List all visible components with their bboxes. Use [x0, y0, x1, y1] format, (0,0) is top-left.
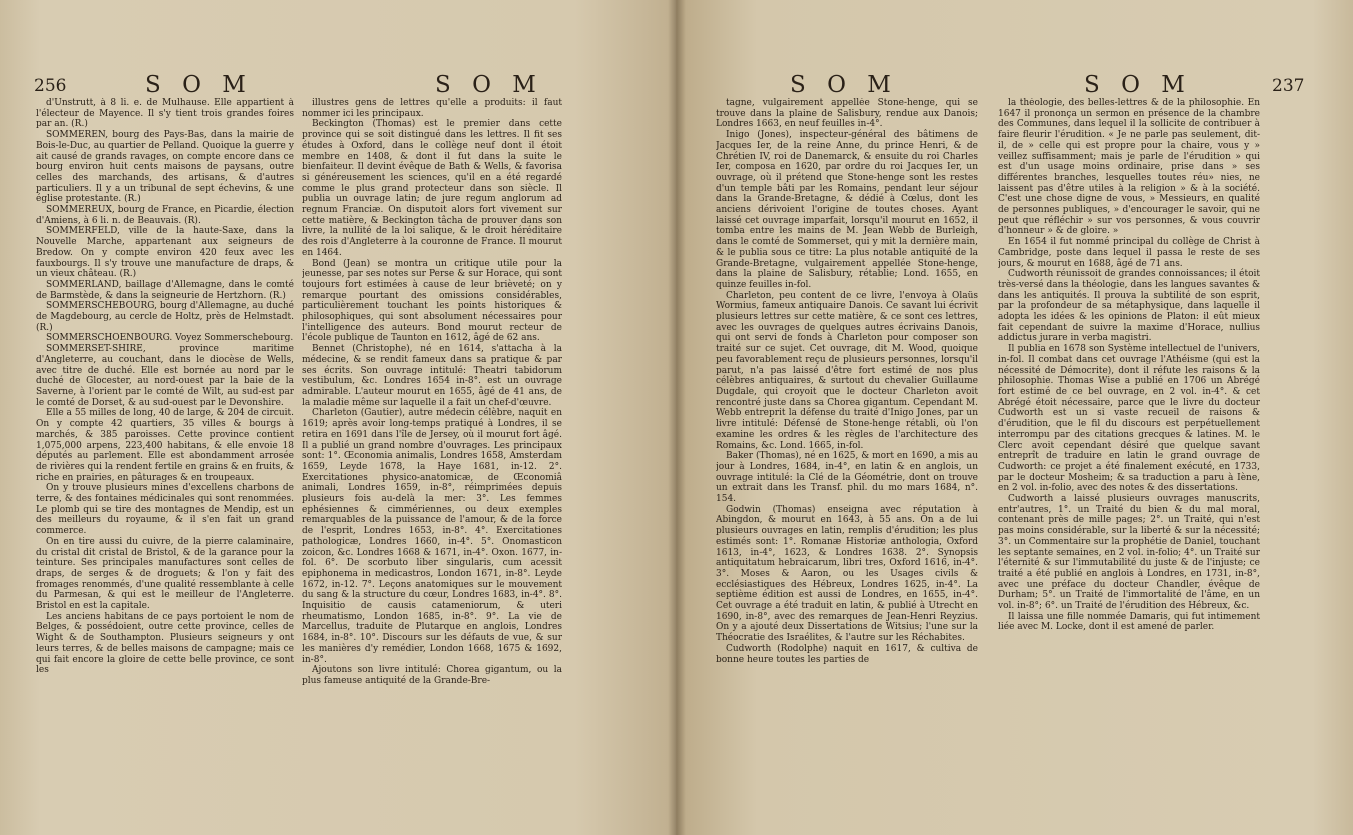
paragraph: Godwin (Thomas) enseigna avec réputation à Abingdon, & mourut en 1643, à 55 ans. On a de lui plusieurs ouvrages en latin, remplis d'érudition; les plus estimés sont: 1°. Romanæ Historiæ anthologia, Oxford 1613, in-4°, 1623, & Londres 1638. 2°. Synopsis antiquitatum hebraicarum, libri tres, Oxford 1616, in-4°. 3°. Moses & Aaron, ou les Usages civils & ecclésiastiques des Hébreux, Londres 1625, in-4°. La septième édition est aussi de Londres, en 1655, in-4°. Cet ouvrage a été traduit en latin, & publié à Utrecht en 1690, in-8°, avec des remarques de Jean-Henri Reyzius. On y a ajouté deux Dissertations de Witsius; l'une sur la Théocratie des Israélites, & l'autre sur les Réchabites.	[716, 504, 978, 644]
paragraph: SOMMERSCHOENBOURG. Voyez Sommerschebourg.	[46, 333, 294, 344]
right-page-column-1	[716, 98, 978, 826]
paragraph: Beckington (Thomas) est le premier dans cette province qui se soit distingué dans les lettres. Il fit ses études à Oxford, dans le collège neuf dont il étoit membre en 1408, & dont il fut dans la suite le bienfaiteur. Il devint évêque de Bath & Wells, & favorisa si généreusement les sciences, qu'il en a été regardé comme le plus grand protecteur dans son siècle. Il publia un ouvrage latin; de jure regum anglorum ad regnum Franciæ. On disputoit alors fort vivement sur cette matière, & Beckington tâcha de prouver dans son livre, la nullité de la loi salique, & le droit héréditaire des rois d'Angleterre à la couronne de France. Il mourut en 1464.	[302, 119, 562, 258]
book-gutter	[668, 0, 686, 835]
paragraph: Les anciens habitans de ce pays portoient le nom de Belges, & possédoient, outre cette province, celles de Wight & de Southampton. Plusieurs seigneurs y ont leurs terres, & de belles maisons de campagne; mais ce qui fait encore la gloire de cette belle province, ce sont les	[36, 611, 294, 676]
paragraph: Inigo (Jones), inspecteur-général des bâtimens de Jacques Ier, de la reine Anne, du prince Henri, & de Chrétien IV, roi de Danemarck, & ensuite du roi Charles Ier, composa en 1620, par ordre du roi Jacques Ier, un ouvrage, où il prétend que Stone-henge sont les restes d'un temple bâti par les Romains, pendant leur séjour dans la Grande-Bretagne, & dédié à Cœlus, dont les anciens dérivoient l'origine de toutes choses. Ayant laissé cet ouvrage imparfait, lorsqu'il mourut en 1652, il tomba entre les mains de M. Jean Webb de Burleigh, dans le comté de Sommerset, qui y mit la dernière main, & le publia sous ce titre: La plus notable antiquité de la Grande-Bretagne, vulgairement appellée Stone-henge, dans la plaine de Salisbury, rétablie; Lond. 1655, en quinze feuilles in-fol.	[716, 130, 978, 290]
paragraph: Cudworth (Rodolphe) naquit en 1617, & cultiva de bonne heure toutes les parties de	[716, 643, 978, 665]
paragraph: En 1654 il fut nommé principal du collège de Christ à Cambridge, poste dans lequel il passa le reste de ses jours, & mourut en 1688, âgé de 71 ans.	[998, 237, 1260, 269]
paragraph: Bond (Jean) se montra un critique utile pour la jeunesse, par ses notes sur Perse & sur Horace, qui sont toujours fort estimées à cause de leur brièveté; on y remarque pourtant des omissions considérables, particulièrement touchant les points historiques & philosophiques, qui sont absolument nécessaires pour l'intelligence des auteurs. Bond mourut recteur de l'école publique de Taunton en 1612, âgé de 62 ans.	[302, 258, 562, 344]
paragraph: SOMMERSET-SHIRE, province maritime d'Angleterre, au couchant, dans le diocèse de Wells, avec titre de duché. Elle est bornée au nord par le duché de Glocester, au nord-ouest par la baie de la Saverne, à l'orient par le comté de Wilt, au sud-est par le comté de Dorset, & au sud-ouest par le Devonshire.	[36, 344, 294, 408]
right-running-head-2: S O M	[1084, 72, 1192, 98]
paragraph: On en tire aussi du cuivre, de la pierre calaminaire, du cristal dit cristal de Bristol, & de la garance pour la teinture. Ses principales manufactures sont celles de draps, de serges & de droguets; & l'on y fait des fromages renommés, d'une qualité ressemblante à celle du Parmesan, & qui est le meilleur de l'Angleterre. Bristol en est la capitale.	[36, 536, 294, 612]
paragraph: Elle a 55 milles de long, 40 de large, & 204 de circuit. On y compte 42 quartiers, 35 villes & bourgs à marchés, & 385 paroisses. Cette province contient 1,075,000 arpens, 223,400 habitans, & elle envoie 18 députés au parlement. Elle est abondamment arrosée de rivières qui la rendent fertile en grains & en fruits, & riche en prairies, en pâturages & en troupeaux.	[36, 408, 294, 483]
paragraph: tagne, vulgairement appellée Stone-henge, qui se trouve dans la plaine de Salisbury, rendue aux Danois; Londres 1663, en neuf feuilles in-4°.	[716, 98, 978, 130]
paragraph: SOMMERFELD, ville de la haute-Saxe, dans la Nouvelle Marche, appartenant aux seigneurs de Bredow. On y compte environ 420 feux avec les fauxbourgs. Il s'y trouve une manufacture de draps, & un vieux château. (R.)	[36, 226, 294, 280]
paragraph: Charleton (Gautier), autre médecin célèbre, naquit en 1619; après avoir long-temps pratiqué à Londres, il se retira en 1691 dans l'île de Jersey, où il mourut fort âgé. Il a publié un grand nombre d'ouvrages. Les principaux sont: 1°. Œconomia animalis, Londres 1658, Amsterdam 1659, Leyde 1678, la Haye 1681, in-12. 2°. Exercitationes physico-anatomicæ, de Œconomiâ animali, Londres 1659, in-8°, réimprimées depuis plusieurs fois au-delà la mer: 3°. Les femmes ephésiennes & cimmériennes, ou deux exemples remarquables de la puissance de l'amour, & de la force de l'esprit, Londres 1653, in-8°. 4°. Exercitationes pathologicæ, Londres 1660, in-4°. 5°. Onomasticon zoicon, &c. Londres 1668 & 1671, in-4°. Oxon. 1677, in-fol. 6°. De scorbuto liber singularis, cum acessit epiphonema in medicastros, London 1671, in-8°. Leyde 1672, in-12. 7°. Leçons anatomiques sur le mouvement du sang & la structure du cœur, Londres 1683, in-4°. 8°. Inquisitio de causis catameniorum, & uteri rheumatismo, London 1685, in-8°. 9°. La vie de Marcellus, traduite de Plutarque en anglois, Londres 1684, in-8°. 10°. Discours sur les défauts de vue, & sur les manières d'y remédier, London 1668, 1675 & 1692, in-8°.	[302, 408, 562, 665]
right-page-number: 237	[1272, 76, 1305, 96]
left-page	[0, 0, 676, 835]
paragraph: SOMMERLAND, baillage d'Allemagne, dans le comté de Barmstède, & dans la seigneurie de Hertzhorn. (R.)	[36, 279, 294, 301]
left-page-number: 256	[34, 76, 67, 96]
right-page-column-2	[998, 98, 1260, 826]
left-page-column-1	[36, 98, 294, 826]
paragraph: Bennet (Christophe), né en 1614, s'attacha à la médecine, & se rendit fameux dans sa pratique & par ses écrits. Son ouvrage intitulé: Theatri tabidorum vestibulum, &c. Londres 1654 in-8°. est un ouvrage admirable. L'auteur mourut en 1655, âgé de 41 ans, de la maladie même sur laquelle il a fait un chef-d'œuvre.	[302, 344, 562, 408]
paragraph: Cudworth a laissé plusieurs ouvrages manuscrits, entr'autres, 1°. un Traité du bien & du mal moral, contenant près de mille pages; 2°. un Traité, qui n'est pas moins considérable, sur la liberté & sur la nécessité; 3°. un Commentaire sur la prophétie de Daniel, touchant les septante semaines, en 2 vol. in-folio; 4°. un Traité sur l'éternité & sur l'immutabilité du juste & de l'injuste; ce traité a été publié en anglois à Londres, en 1731, in-8°, avec une préface du docteur Chandler, évêque de Durham; 5°. un Traité de l'immortalité de l'âme, en un vol. in-8°; 6°. un Traité de l'érudition des Hébreux, &c.	[998, 494, 1260, 612]
paragraph: Baker (Thomas), né en 1625, & mort en 1690, a mis au jour à Londres, 1684, in-4°, en latin & en anglois, un ouvrage intitulé: la Clé de la Géométrie, dont on trouve un extrait dans les Transf. phil. du mo mars 1684, n°. 154.	[716, 451, 978, 505]
right-running-head-1: S O M	[790, 72, 898, 98]
paragraph: Il publia en 1678 son Système intellectuel de l'univers, in-fol. Il combat dans cet ouvrage l'Athéisme (qui est la nécessité de Démocrite), dont il réfute les raisons & la philosophie. Thomas Wise a publié en 1706 un Abrégé fort estimé de ce bel ouvrage, en 2 vol. in-4°. & cet Abrégé étoit nécessaire, parce que le livre du docteur Cudworth est un si vaste recueil de raisons & d'érudition, que le fil du discours est perpétuellement interrompu par des citations grecques & latines. M. le Clerc avoit cependant désiré que quelque savant entreprît de traduire en latin le grand ouvrage de Cudworth: ce projet a été finalement exécuté, en 1733, par le docteur Mosheim; & sa traduction a paru à Iène, en 2 vol. in-folio, avec des notes & des dissertations.	[998, 344, 1260, 494]
paragraph: SOMMEREUX, bourg de France, en Picardie, élection d'Amiens, à 6 li. n. de Beauvais. (R).	[36, 205, 294, 226]
left-page-column-2	[302, 98, 562, 826]
paragraph: illustres gens de lettres qu'elle a produits: il faut nommer ici les principaux.	[302, 98, 562, 119]
paragraph: d'Unstrutt, à 8 li. e. de Mulhause. Elle appartient à l'électeur de Mayence. Il s'y tient trois grandes foires par an. (R.)	[36, 98, 294, 130]
left-running-head-2: S O M	[435, 72, 543, 98]
paragraph: Ajoutons son livre intitulé: Chorea gigantum, ou la plus fameuse antiquité de la Grande-Bre-	[302, 665, 562, 686]
paragraph: SOMMERSCHEBOURG, bourg d'Allemagne, au duché de Magdebourg, au cercle de Holtz, près de Helmstadt. (R.)	[36, 301, 294, 333]
paragraph: Charleton, peu content de ce livre, l'envoya à Olaüs Wormius, fameux antiquaire Danois. Ce savant lui écrivit plusieurs lettres sur cette matière, & ce sont ces lettres, avec les ouvrages de quelques autres écrivains Danois, qui ont servi de fonds à Charleton pour composer son traité sur ce sujet. Cet ouvrage, dit M. Wood, quoique peu favorablement reçu de plusieurs personnes, lorsqu'il parut, n'a pas laissé d'être fort estimé de nos plus célèbres antiquaires, & surtout du chevalier Guillaume Dugdale, qui croyoit que le docteur Charleton avoit rencontré juste dans sa Chorea gigantum. Cependant M. Webb entreprit la défense du traité d'Inigo Jones, par un livre intitulé: Défensé de Stone-henge rétabli, où l'on examine les ordres & les règles de l'architecture des Romains, &c. Lond. 1665, in-fol.	[716, 290, 978, 451]
right-page	[676, 0, 1353, 835]
paragraph: Il laissa une fille nommée Damaris, qui fut intimement liée avec M. Locke, dont il est amené de parler.	[998, 611, 1260, 633]
left-running-head-1: S O M	[145, 72, 253, 98]
paragraph: SOMMEREN, bourg des Pays-Bas, dans la mairie de Bois-le-Duc, au quartier de Pelland. Quoique la guerre y ait causé de grands ravages, on compte encore dans ce bourg environ huit cents maisons de paysans, outre celles des marchands, des artisans, & d'autres particuliers. Il y a un tribunal de sept échevins, & une église protestante. (R.)	[36, 130, 294, 205]
paragraph: On y trouve plusieurs mines d'excellens charbons de terre, & des fontaines médicinales qui sont renommées. Le plomb qui se tire des montagnes de Mendip, est un des meilleurs du royaume, & il s'en fait un grand commerce.	[36, 483, 294, 537]
paragraph: Cudworth réunissoit de grandes connoissances; il étoit très-versé dans la théologie, dans les langues savantes & dans les antiquités. Il prouva la subtilité de son esprit, par la profondeur de sa métaphysique, dans laquelle il adopta les idées & les opinions de Platon: il eût mieux fait cependant de suivre la maxime d'Horace, nullius addictus jurare in verba magistri.	[998, 269, 1260, 344]
paragraph: la théologie, des belles-lettres & de la philosophie. En 1647 il prononça un sermon en présence de la chambre des Communes, dans lequel il la sollicite de contribuer à faire fleurir l'érudition. « Je ne parle pas seulement, dit-il, de » celle qui est propre pour la chaire, vous y » veillez suffisamment; mais je parle de l'érudition » qui est d'un usage moins ordinaire, prise dans » ses différentes branches, lesquelles toutes réu» nies, ne laissent pas d'être utiles à la religion » & à la société. C'est une chose digne de vous, » Messieurs, en qualité de personnes publiques, » d'encourager le savoir, qui ne peut que réfléchir » sur vos personnes, & vous couvrir d'honneur » & de gloire. »	[998, 98, 1260, 237]
